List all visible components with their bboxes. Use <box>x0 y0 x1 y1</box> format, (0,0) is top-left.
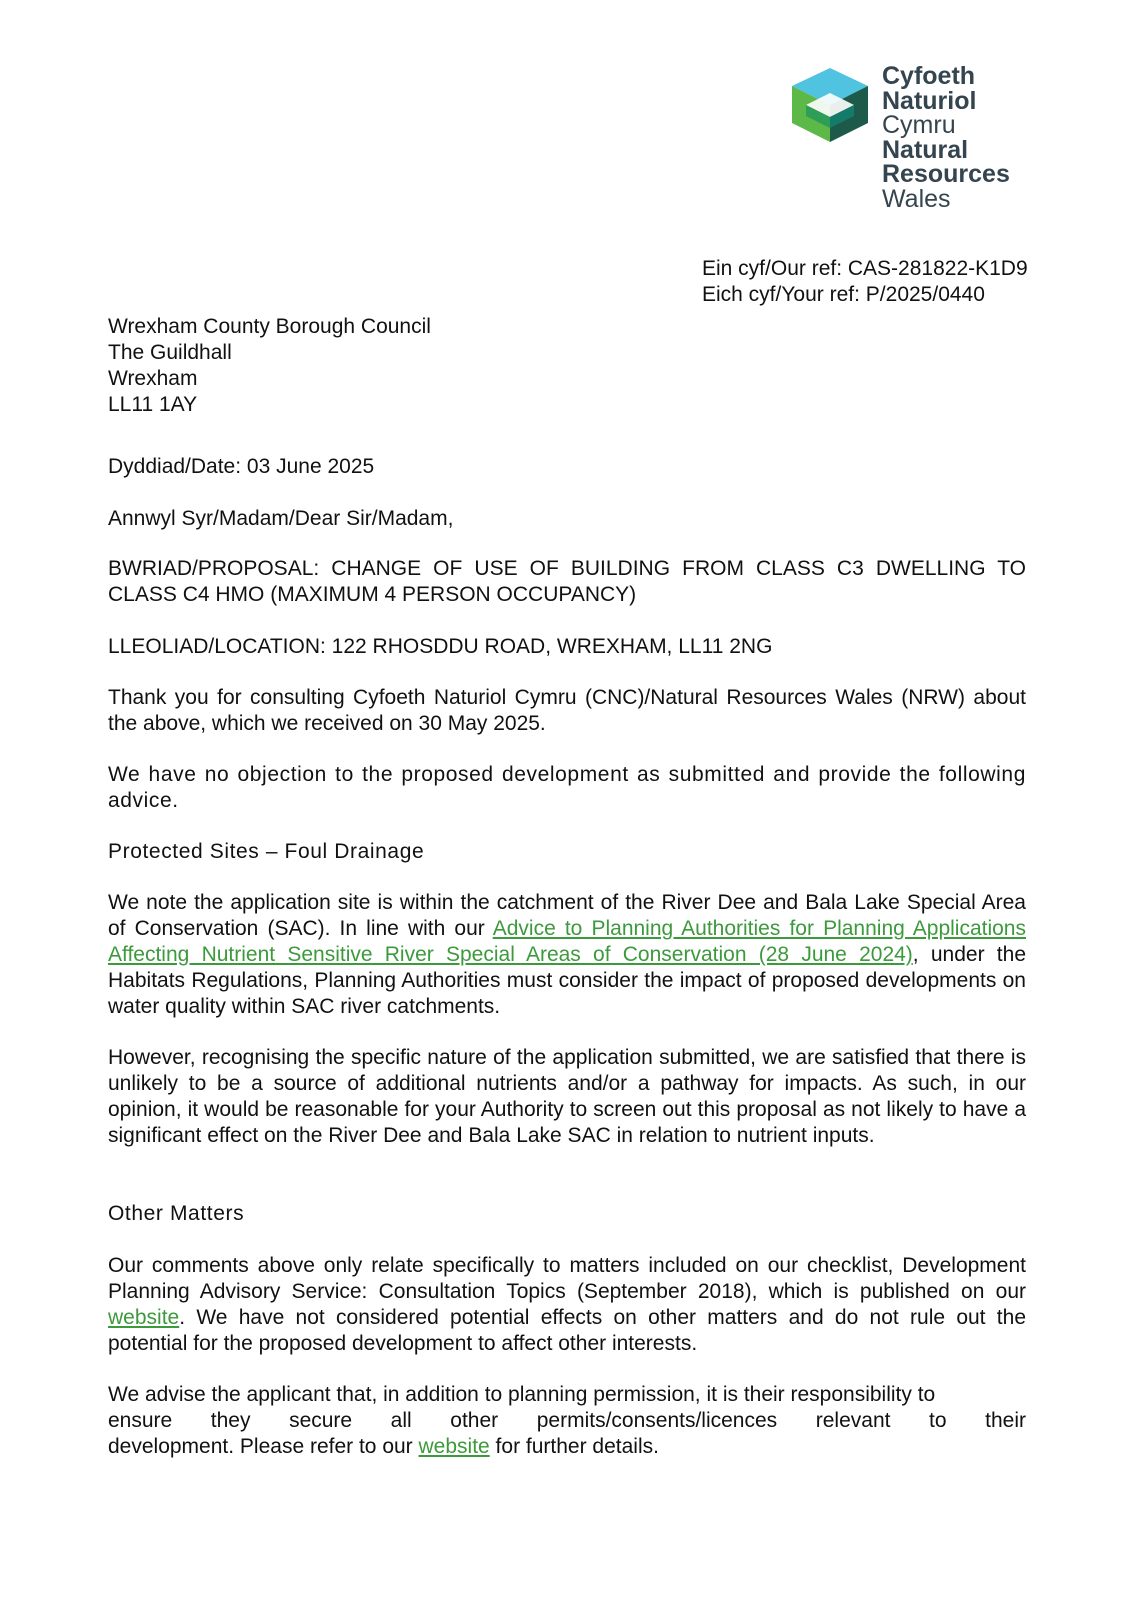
para-advise-after-link: for further details. <box>489 1435 659 1458</box>
letter-date: Dyddiad/Date: 03 June 2025 <box>108 455 375 478</box>
our-ref: Ein cyf/Our ref: CAS-281822-K1D9 <box>702 257 1028 280</box>
para-advise-before-link: development. Please refer to our <box>108 1435 419 1458</box>
heading-other-matters: Other Matters <box>108 1202 245 1225</box>
para-thanks: Thank you for consulting Cyfoeth Naturiol Cymru (CNC)/Natural Resources Wales (NRW) about the above, which we received on 30 May 2025. <box>108 686 1026 735</box>
advice-nutrient-link[interactable]: Advice to Planning Authorities for Planning Applications Affecting Nutrient Sensitive River Special Areas of Conservation (28 June 2024) <box>108 917 1026 966</box>
para-comments-text-before: Our comments above only relate specifically to matters included on our checklist, Development Planning Advisory Service: Consultation Topics (September 2018), which is published on our <box>108 1254 1026 1303</box>
nrw-hexagon-icon <box>792 68 868 142</box>
salutation: Annwyl Syr/Madam/Dear Sir/Madam, <box>108 507 454 530</box>
para-advise-line2: ensure they secure all other permits/consents/licences relevant to their <box>108 1409 1026 1432</box>
logo-welsh-line2: Naturiol <box>882 86 977 115</box>
logo-english-line3: Wales <box>882 184 951 213</box>
website-link-1[interactable]: website <box>108 1306 180 1329</box>
address-line3: Wrexham <box>108 367 198 390</box>
logo-wordmark <box>882 64 1010 211</box>
logo-english-line1: Natural <box>882 135 969 164</box>
proposal: BWRIAD/PROPOSAL: CHANGE OF USE OF BUILDING FROM CLASS C3 DWELLING TO CLASS C4 HMO (MAXIMUM 4 PERSON OCCUPANCY) <box>108 557 1026 606</box>
logo-welsh-line1: Cyfoeth <box>882 62 976 90</box>
address-line1: Wrexham County Borough Council <box>108 315 431 338</box>
website-link-2[interactable]: website <box>418 1435 490 1458</box>
para-catchment <box>108 890 1026 1020</box>
logo-welsh-line3: Cymru <box>882 111 956 139</box>
para-no-objection: We have no objection to the proposed development as submitted and provide the following advice. <box>108 763 1026 812</box>
para-catchment-text-before: We note the application site is within the catchment of the River Dee and Bala Lake Special Area of Conservation (SAC). In line with our <box>108 891 1026 940</box>
logo-english-line2: Resources <box>882 160 1010 188</box>
para-comments <box>108 1253 1026 1357</box>
your-ref: Eich cyf/Your ref: P/2025/0440 <box>702 283 985 306</box>
references-block <box>702 256 1028 308</box>
para-catchment-text-after: , under the Habitats Regulations, Planning Authorities must consider the impact of proposed developments on water quality within SAC river catchments. <box>108 943 1026 1018</box>
address-line2: The Guildhall <box>108 341 232 364</box>
para-advise <box>108 1382 1026 1460</box>
recipient-address <box>108 314 431 418</box>
nrw-logo <box>792 64 1042 224</box>
heading-protected-sites: Protected Sites – Foul Drainage <box>108 840 425 863</box>
address-line4: LL11 1AY <box>108 393 198 416</box>
para-advise-line1: We advise the applicant that, in addition to planning permission, it is their responsibility to <box>108 1383 936 1406</box>
location: LLEOLIAD/LOCATION: 122 RHOSDDU ROAD, WREXHAM, LL11 2NG <box>108 635 773 658</box>
para-however: However, recognising the specific nature of the application submitted, we are satisfied that there is unlikely to be a source of additional nutrients and/or a pathway for impacts. As such, in our opinion, it would be reasonable for your Authority to screen out this proposal as not likely to have a significant effect on the River Dee and Bala Lake SAC in relation to nutrient inputs. <box>108 1046 1026 1147</box>
para-comments-text-after: . We have not considered potential effects on other matters and do not rule out the potential for the proposed development to affect other interests. <box>108 1306 1026 1355</box>
